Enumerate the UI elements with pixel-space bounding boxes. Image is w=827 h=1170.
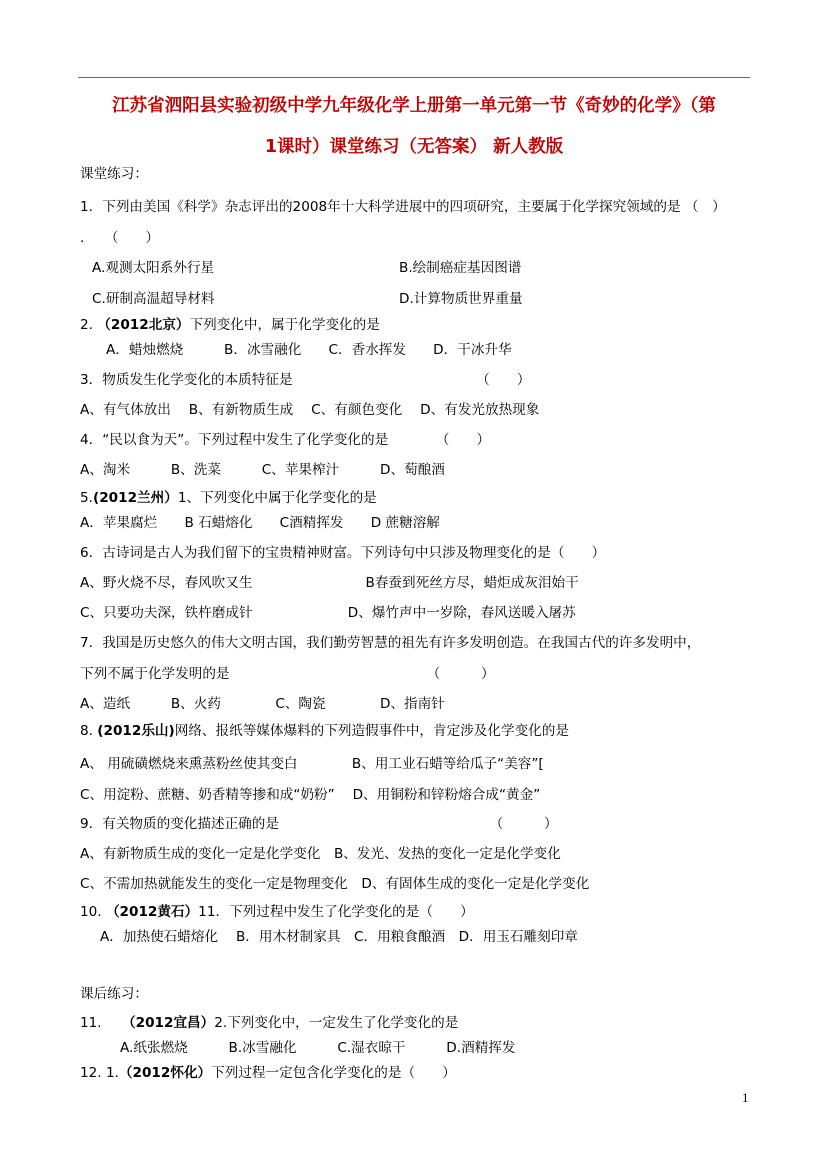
- source-tag: （2012怀化）: [118, 1065, 212, 1081]
- question-text: 1．下列由美国《科学》杂志评出的2008年十大科学进展中的四项研究，主要属于化学探究领域的是 （ ）: [80, 199, 726, 215]
- question-line: [399, 290, 523, 308]
- question-text: 8.: [80, 723, 98, 739]
- question-line: [80, 574, 579, 592]
- question-text: 3．物质发生化学变化的本质特征是 （ ）: [80, 372, 531, 388]
- question-text: 10.: [80, 904, 106, 920]
- question-line: [80, 198, 726, 216]
- question-line: [80, 634, 700, 652]
- question-text: 下列变化中，属于化学变化的是: [189, 317, 380, 333]
- question-text: A.观测太阳系外行星: [92, 260, 215, 276]
- question-text: 11．下列过程中发生了化学变化的是（ ）: [198, 904, 474, 920]
- question-line: [80, 316, 380, 334]
- question-line: [92, 259, 214, 277]
- question-line: [80, 461, 445, 479]
- question-text: 2.下列变化中，一定发生了化学变化的是: [214, 1015, 459, 1031]
- question-text: A．加热使石蜡熔化 B．用木材制家具 C．用粮食酿酒 D．用玉石雕刻印章: [100, 929, 578, 945]
- question-text: A、野火烧不尽，春风吹又生 B春蚕到死丝方尽，蜡炬成灰泪始干: [80, 575, 579, 591]
- question-line: [80, 514, 440, 532]
- section-heading-homework: 课后练习：: [80, 986, 148, 1002]
- question-text: B.绘制癌症基因图谱: [399, 260, 522, 276]
- question-line: [80, 1064, 456, 1082]
- question-line: [80, 665, 495, 683]
- question-line: [80, 875, 589, 893]
- question-line: [80, 431, 490, 449]
- question-line: [80, 401, 539, 419]
- question-text: 7．我国是历史悠久的伟大文明古国，我们勤劳智慧的祖先有许多发明创造。在我国古代的许多发明中，: [80, 635, 701, 651]
- question-line: [100, 928, 578, 946]
- source-tag: (2012兰州）: [92, 490, 178, 506]
- question-text: 6．古诗词是古人为我们留下的宝贵精神财富。下列诗句中只涉及物理变化的是（ ）: [80, 545, 606, 561]
- question-text: D.计算物质世界重量: [399, 291, 523, 307]
- question-line: [80, 604, 576, 622]
- question-text: 下列过程一定包含化学变化的是（ ）: [211, 1065, 456, 1081]
- question-text: A．苹果腐烂 B 石蜡熔化 C酒精挥发 D 蔗糖溶解: [80, 515, 440, 531]
- question-text: C、不需加热就能发生的变化一定是物理变化 D、有固体生成的变化一定是化学变化: [80, 876, 590, 892]
- question-text: 下列不属于化学发明的是 （ ）: [80, 666, 495, 682]
- question-text: 网络、报纸等媒体爆料的下列造假事件中，肯定涉及化学变化的是: [174, 723, 569, 739]
- question-line: [92, 290, 215, 308]
- question-line: [106, 341, 512, 359]
- question-line: [80, 845, 561, 863]
- document-title-line-1: 江苏省泗阳县实验初级中学九年级化学上册第一单元第一节《奇妙的化学》（第: [112, 96, 716, 116]
- question-line: [80, 722, 569, 740]
- source-tag: （2012宜昌）: [128, 1015, 215, 1031]
- header-rule: [78, 77, 750, 78]
- source-tag: （2012黄石）: [105, 904, 199, 920]
- source-tag: (2012乐山): [97, 723, 175, 739]
- question-text: 12. 1.: [80, 1065, 119, 1081]
- question-text: 2.: [80, 317, 98, 333]
- question-line: [80, 755, 544, 773]
- question-text: C、只要功夫深，铁杵磨成针 D、爆竹声中一岁除，春风送暖入屠苏: [80, 605, 576, 621]
- question-line: [80, 489, 377, 507]
- question-line: [80, 544, 605, 562]
- question-text: 4．“民以食为天”。下列过程中发生了化学变化的是 （ ）: [80, 432, 491, 448]
- question-line: [80, 229, 159, 247]
- question-line: [120, 1039, 515, 1057]
- question-line: [399, 259, 521, 277]
- document-title-line-2: 1课时）课堂练习（无答案） 新人教版: [264, 137, 564, 157]
- question-text: 1、下列变化中属于化学变化的是: [177, 490, 377, 506]
- question-text: A、有新物质生成的变化一定是化学变化 B、发光、发热的变化一定是化学变化: [80, 846, 561, 862]
- question-text: 5.: [80, 490, 93, 506]
- question-line: [80, 786, 540, 804]
- question-line: [80, 371, 530, 389]
- question-text: . （ ）: [80, 230, 160, 246]
- question-text: A、 用硫磺燃烧来熏蒸粉丝使其变白 B、用工业石蜡等给瓜子“美容”[: [80, 756, 544, 772]
- question-text: A、淘米 B、洗菜 C、苹果榨汁 D、萄酿酒: [80, 462, 445, 478]
- question-text: 11.: [80, 1015, 129, 1031]
- question-text: A、有气体放出 B、有新物质生成 C、有颜色变化 D、有发光放热现象: [80, 402, 540, 418]
- question-text: C.研制高温超导材料: [92, 291, 215, 307]
- question-text: 9．有关物质的变化描述正确的是 （ ）: [80, 816, 558, 832]
- section-heading-classwork: 课堂练习：: [80, 166, 148, 182]
- question-line: [80, 695, 445, 713]
- question-text: A、造纸 B、火药 C、陶瓷 D、指南针: [80, 696, 445, 712]
- source-tag: （2012北京）: [97, 317, 190, 333]
- question-line: [80, 815, 558, 833]
- page-number: 1: [742, 1090, 749, 1105]
- question-line: [80, 903, 474, 921]
- question-line: [80, 1014, 458, 1032]
- question-text: A．蜡烛燃烧 B．冰雪融化 C．香水挥发 D．干冰升华: [106, 342, 512, 358]
- question-text: C、用淀粉、蔗糖、奶香精等掺和成“奶粉” D、用铜粉和锌粉熔合成“黄金”: [80, 787, 541, 803]
- question-text: A.纸张燃烧 B.冰雪融化 C.湿衣晾干 D.酒精挥发: [120, 1040, 516, 1056]
